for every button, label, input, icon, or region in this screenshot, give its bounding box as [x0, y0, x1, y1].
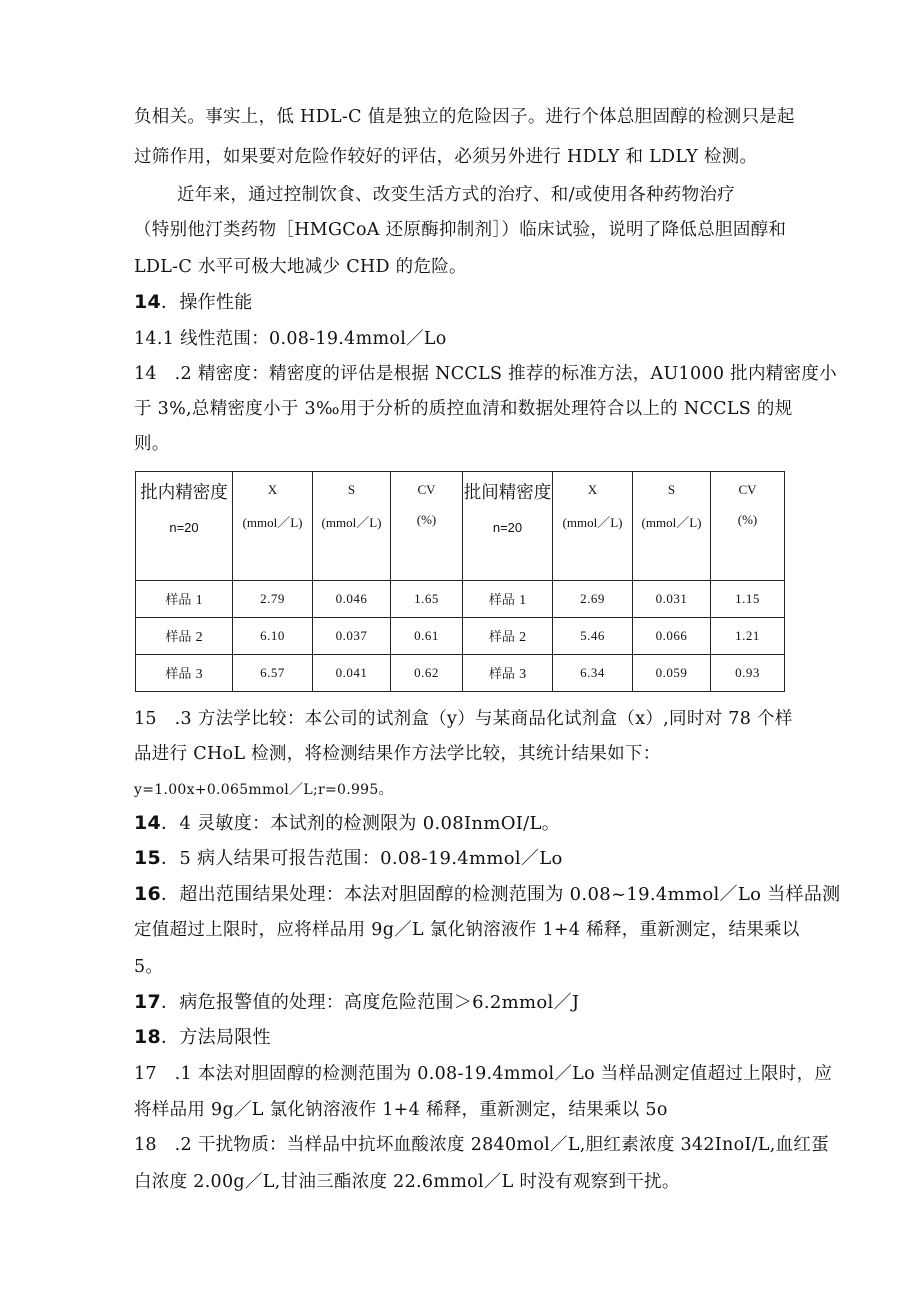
value-s: 0.059 — [633, 655, 711, 692]
header-between-run — [463, 472, 553, 581]
header-symbol: CV — [417, 482, 436, 497]
header-n: n=20 — [492, 520, 523, 535]
paragraph-line: （特别他汀类药物［HMGCoA 还原酶抑制剂］）临床试验，说明了降低总胆固醇和 — [134, 220, 787, 240]
section-14-4 — [134, 811, 560, 836]
section-number: 18 — [134, 1026, 162, 1048]
value-cv: 0.61 — [391, 618, 463, 655]
value-s: 0.041 — [313, 655, 391, 692]
header-unit: (%) — [737, 512, 758, 527]
header-x — [233, 472, 313, 581]
value-s: 0.046 — [313, 581, 391, 618]
section-text: ．4 灵敏度：本试剂的检测限为 0.08InmOI/L。 — [161, 813, 561, 834]
value-cv: 1.21 — [711, 618, 785, 655]
section-16-line — [134, 882, 840, 907]
sample-index: 2 — [195, 630, 203, 645]
paragraph-line: LDL-C 水平可极大地减少 CHD 的危险。 — [134, 257, 467, 277]
sample-label — [463, 618, 553, 655]
paragraph-line: 近年来，通过控制饮食、改变生活方式的治疗、和/或使用各种药物治疗 — [177, 185, 735, 205]
section-15-3-line: 15 .3 方法学比较：本公司的试剂盒（y）与某商品化试剂盒（x）,同时对 78 个样 — [134, 709, 793, 729]
value-s: 0.031 — [633, 581, 711, 618]
header-x — [553, 472, 633, 581]
header-label: 批内精密度 — [140, 483, 228, 503]
section-18 — [134, 1025, 271, 1050]
table-row — [136, 618, 785, 655]
header-cv — [391, 472, 463, 581]
sample-text: 样品 — [488, 593, 515, 608]
section-14-2-line: 14 .2 精密度：精密度的评估是根据 NCCLS 推荐的标准方法，AU1000 批内精密度小 — [134, 364, 837, 384]
header-symbol: S — [667, 482, 676, 497]
header-s — [313, 472, 391, 581]
header-symbol: X — [267, 482, 278, 497]
section-14-1: 14.1 线性范围：0.08-19.4mmol／Lo — [134, 329, 447, 349]
value-x: 6.57 — [233, 655, 313, 692]
section-18-2-line: 18 .2 干扰物质：当样品中抗坏血酸浓度 2840mol／L,胆红素浓度 342InoI/L,血红蛋 — [134, 1135, 830, 1155]
regression-equation: y=1.00x+0.065mmol／L;r=0.995。 — [134, 782, 393, 798]
header-symbol: S — [347, 482, 356, 497]
section-number: 16 — [134, 883, 162, 905]
value-x: 6.10 — [233, 618, 313, 655]
table-row — [136, 581, 785, 618]
section-title: ．操作性能 — [161, 292, 253, 313]
header-symbol: X — [587, 482, 598, 497]
header-within-run — [136, 472, 233, 581]
value-s: 0.066 — [633, 618, 711, 655]
section-number: 15 — [134, 847, 162, 869]
sample-label — [136, 655, 233, 692]
header-unit: (mmol／L) — [562, 515, 623, 530]
table-header-row — [136, 472, 785, 581]
section-text: ．5 病人结果可报告范围：0.08-19.4mmol／Lo — [161, 848, 563, 869]
value-cv: 0.93 — [711, 655, 785, 692]
paragraph-line: 负相关。事实上，低 HDL-C 值是独立的危险因子。进行个体总胆固醇的检测只是起 — [134, 107, 795, 127]
section-17 — [134, 990, 579, 1015]
header-unit: (mmol／L) — [641, 515, 702, 530]
section-16-line: 5。 — [134, 957, 164, 977]
sample-label — [136, 618, 233, 655]
value-x: 6.34 — [553, 655, 633, 692]
section-text: ．方法局限性 — [161, 1027, 271, 1048]
header-n: n=20 — [169, 520, 199, 535]
value-x: 5.46 — [553, 618, 633, 655]
sample-label — [463, 581, 553, 618]
section-text: ．病危报警值的处理：高度危险范围＞6.2mmol／J — [161, 992, 580, 1013]
section-17-1-line: 17 .1 本法对胆固醇的检测范围为 0.08-19.4mmol／Lo 当样品测定值超过上限时，应 — [134, 1064, 833, 1084]
sample-text: 样品 — [488, 630, 515, 645]
table-row — [136, 655, 785, 692]
section-15-3-line: 品进行 CHoL 检测，将检测结果作方法学比较，其统计结果如下： — [134, 744, 661, 764]
sample-text: 样品 — [165, 593, 192, 608]
sample-label — [136, 581, 233, 618]
header-s — [633, 472, 711, 581]
header-unit: (%) — [416, 512, 437, 527]
value-cv: 1.65 — [391, 581, 463, 618]
section-heading-14 — [134, 290, 253, 315]
header-label: 批间精密度 — [463, 483, 552, 503]
header-unit: (mmol／L) — [321, 515, 382, 530]
section-number: 14 — [134, 291, 162, 313]
header-symbol: CV — [738, 482, 757, 497]
value-s: 0.037 — [313, 618, 391, 655]
value-x: 2.69 — [553, 581, 633, 618]
sample-text: 样品 — [488, 667, 515, 682]
section-number: 14 — [134, 812, 162, 834]
value-cv: 1.15 — [711, 581, 785, 618]
sample-label — [463, 655, 553, 692]
section-14-2-line: 于 3%,总精密度小于 3‰用于分析的质控血清和数据处理符合以上的 NCCLS 的规 — [134, 399, 793, 419]
section-16-line: 定值超过上限时，应将样品用 9g／L 氯化钠溶液作 1+4 稀释，重新测定，结果乘以 — [134, 920, 800, 940]
sample-text: 样品 — [165, 630, 192, 645]
header-unit: (mmol／L) — [242, 515, 303, 530]
value-cv: 0.62 — [391, 655, 463, 692]
value-x: 2.79 — [233, 581, 313, 618]
sample-index: 1 — [195, 593, 203, 608]
sample-index: 3 — [195, 667, 203, 682]
section-text: ．超出范围结果处理：本法对胆固醇的检测范围为 0.08~19.4mmol／Lo 当样品测 — [161, 884, 841, 905]
sample-index: 1 — [519, 593, 527, 608]
sample-index: 2 — [519, 630, 527, 645]
sample-index: 3 — [519, 667, 527, 682]
paragraph-line: 过筛作用，如果要对危险作较好的评估，必须另外进行 HDLY 和 LDLY 检测。 — [134, 147, 758, 167]
section-14-2-line: 则。 — [134, 434, 170, 454]
section-17-1-line: 将样品用 9g／L 氯化钠溶液作 1+4 稀释，重新测定，结果乘以 5o — [134, 1100, 668, 1120]
precision-table — [135, 471, 785, 692]
section-15-5 — [134, 846, 563, 871]
sample-text: 样品 — [165, 667, 192, 682]
section-number: 17 — [134, 991, 162, 1013]
header-cv — [711, 472, 785, 581]
section-18-2-line: 白浓度 2.00g／L,甘油三酯浓度 22.6mmol／L 时没有观察到干扰。 — [134, 1172, 680, 1192]
